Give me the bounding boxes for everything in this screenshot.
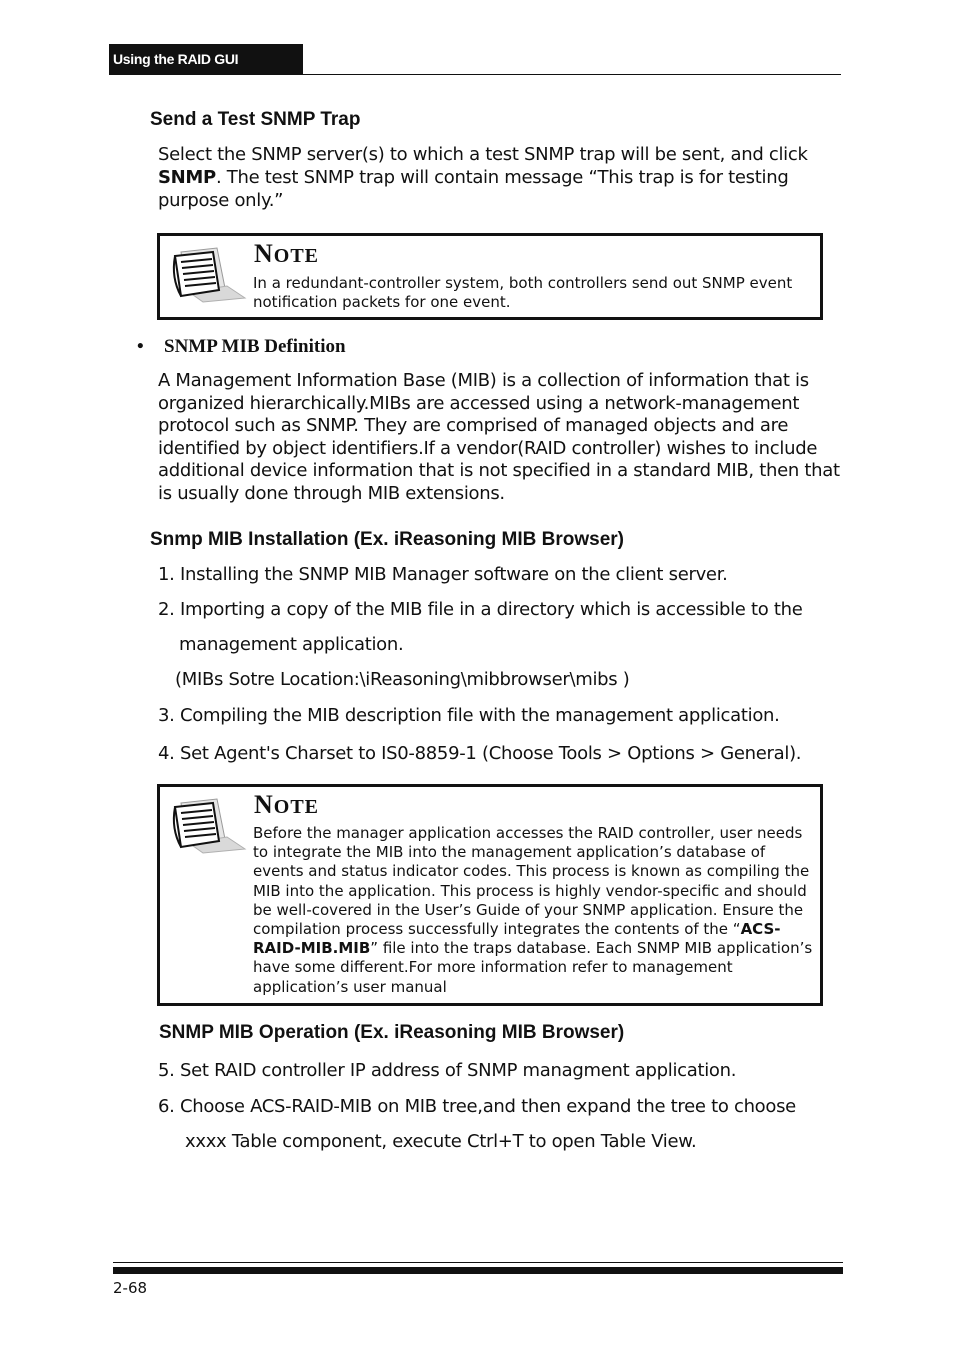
note-text-2: Before the manager application accesses the RAID controller, user needs to integrate the MIB into the management application’s database of events and status indicator codes. This process is known as compiling the MIB into the application. This process is highly vendor-specific and should be well-covered in the User’s Guide of your SNMP application. Ensure the compilation process successfully integrates the contents of the “ACS-RAID-MIB.MIB” file into the traps database. Each SNMP MIB application’s have some different.For more information refer to management application’s user manual	[253, 824, 813, 996]
note-box-1	[157, 233, 823, 320]
section-tab: Using the RAID GUI	[109, 44, 303, 75]
installation-heading: Snmp MIB Installation (Ex. iReasoning MIB Browser)	[150, 529, 624, 550]
footer-thick-rule	[113, 1267, 843, 1274]
test-trap-heading: Send a Test SNMP Trap	[150, 109, 361, 130]
notepad-icon	[167, 795, 247, 855]
note-box-2	[157, 784, 823, 1006]
note-title-2: NOTE	[254, 790, 320, 819]
note-text-1: In a redundant-controller system, both controllers send out SNMP event notification packets for one event.	[253, 274, 793, 312]
footer-thin-rule	[113, 1262, 843, 1263]
mib-definition-paragraph: A Management Information Base (MIB) is a collection of information that is organized hierarchically.MIBs are accessed using a network-management protocol such as SNMP. They are comprised of managed objects and are identified by object identifiers.If a vendor(RAID controller) wishes to include additional device information that is not specified in a standard MIB, then that is usually done through MIB extensions.	[158, 370, 840, 504]
mib-definition-heading: SNMP MIB Definition	[164, 336, 346, 357]
operation-heading: SNMP MIB Operation (Ex. iReasoning MIB Browser)	[159, 1022, 625, 1043]
install-step-1: 1. Installing the SNMP MIB Manager software on the client server.	[158, 564, 728, 585]
install-step-3: 3. Compiling the MIB description file with the management application.	[158, 705, 780, 726]
test-trap-paragraph	[158, 143, 838, 212]
operation-step-5: 5. Set RAID controller IP address of SNMP managment application.	[158, 1060, 737, 1081]
notepad-icon	[167, 244, 247, 304]
install-step-2: 2. Importing a copy of the MIB file in a directory which is accessible to the	[158, 599, 803, 620]
install-step-2-cont: management application.	[179, 634, 404, 655]
header-rule	[109, 74, 841, 75]
page-number: 2-68	[113, 1279, 148, 1297]
snmp-bold-word: SNMP	[158, 167, 216, 188]
mib-store-location: (MIBs Sotre Location:\iReasoning\mibbrowser\mibs )	[175, 669, 630, 690]
operation-step-6-cont: xxxx Table component, execute Ctrl+T to open Table View.	[185, 1131, 697, 1152]
test-trap-text-before: Select the SNMP server(s) to which a test SNMP trap will be sent, and click	[158, 144, 808, 165]
bullet-mark: •	[137, 336, 144, 357]
install-step-4: 4. Set Agent's Charset to IS0-8859-1 (Choose Tools > Options > General).	[158, 743, 802, 764]
operation-step-6: 6. Choose ACS-RAID-MIB on MIB tree,and then expand the tree to choose	[158, 1096, 796, 1117]
note-title-1: NOTE	[254, 239, 320, 268]
test-trap-text-after: . The test SNMP trap will contain message “This trap is for testing purpose only.”	[158, 167, 789, 211]
mib-file-name: ACS-RAID-MIB.MIB	[253, 920, 781, 958]
